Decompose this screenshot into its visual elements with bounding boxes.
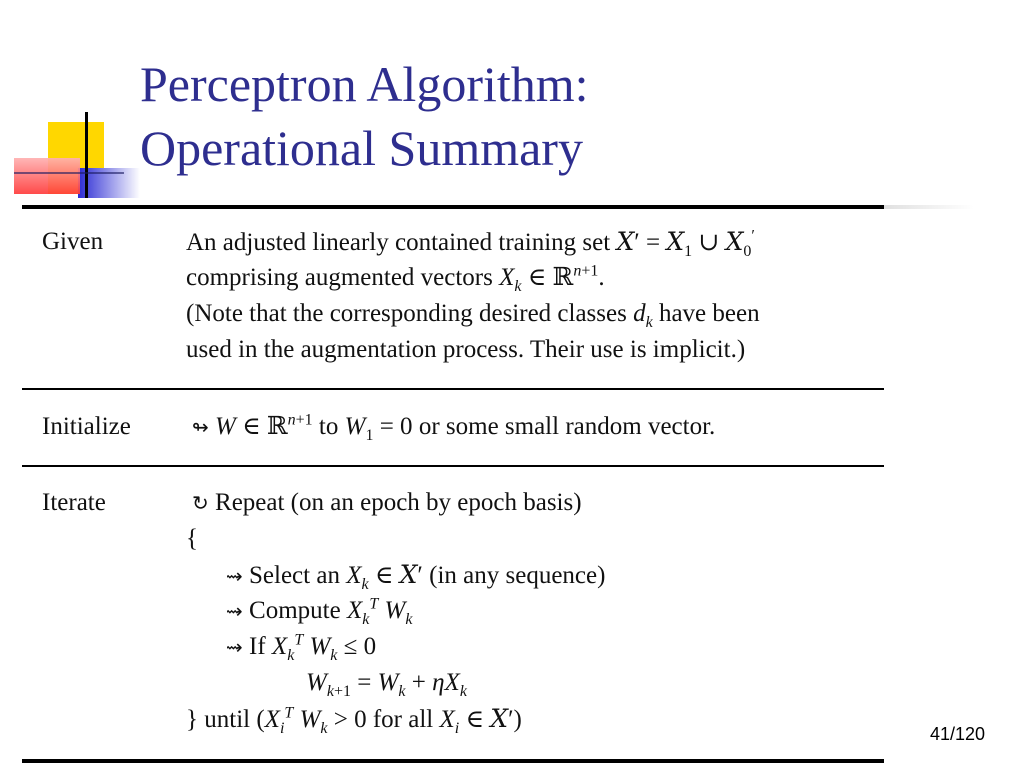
iterate-select-line: ⇝ Select an $X_k$ ∈ X′ (in any sequence) [226,560,606,593]
title-line-1: Perceptron Algorithm: [140,56,589,112]
row-divider-2 [22,465,884,467]
circular-arrow-icon: ↻ [192,491,209,515]
given-text-3: (Note that the corresponding desired classes [186,300,634,327]
deco-red-square [14,158,80,194]
row-label-initialize: Initialize [42,413,131,440]
slide-title [140,52,589,180]
deco-vertical-line [85,112,88,198]
iterate-compute-line: ⇝ Compute $X_k^T$ $W_k$ [226,595,413,628]
page-number: 41/120 [930,724,986,744]
compute-text: Compute [242,597,347,624]
squiggle-arrow-icon: ⇝ [226,635,243,659]
given-text-1: An adjusted linearly contained training set [186,229,617,256]
hook-right-arrow-icon: ↬ [192,415,209,439]
squiggle-arrow-icon: ⇝ [226,599,243,623]
iterate-repeat-line [192,485,582,521]
given-line-3: (Note that the corresponding desired classes $d_k$ have been [186,300,760,331]
iterate-update-line: $W_{k+1} = W_k + \eta X_k$ [306,669,467,700]
initialize-line: ↬ W ∈ ℝ$^{n+1}$ to $W_1 = 0$ or some small random vector. [192,411,716,444]
table-top-rule [22,205,884,209]
corner-decoration [0,0,150,200]
initialize-tail: or some small random vector. [412,413,716,440]
repeat-text: Repeat (on an epoch by epoch basis) [208,489,582,516]
initialize-to: to [312,413,345,440]
row-label-iterate: Iterate [42,489,106,516]
iterate-open-brace: { [186,525,198,552]
squiggle-arrow-icon: ⇝ [226,564,243,588]
given-line-2: comprising augmented vectors $X_k$ ∈ ℝ$^{n+1}$. [186,262,605,295]
iterate-if-line: ⇝ If $X_k^T$ $W_k \le 0$ [226,631,377,664]
select-tail: (in any sequence) [422,562,606,589]
given-text-2: comprising augmented vectors [186,264,500,291]
iterate-until-line: } until ($X_i^T$ $W_k > 0$ for all $X_i$ ∈ X′) [186,704,522,737]
select-text: Select an [242,562,347,589]
given-line-4: used in the augmentation process. Their use is implicit.) [186,336,746,363]
table-top-rule-fade [884,205,974,209]
table-bottom-rule [22,759,884,763]
row-label-given: Given [42,228,104,255]
given-text-3-tail: have been [652,300,760,327]
if-text: If [242,633,272,660]
row-divider-1 [22,388,884,390]
deco-horizontal-line [14,172,124,174]
given-line-1: An adjusted linearly contained training set $X' = X_1$ ∪ $X_0'$ [186,227,755,260]
title-line-2: Operational Summary [140,120,583,176]
until-text: } until ( [186,706,265,733]
